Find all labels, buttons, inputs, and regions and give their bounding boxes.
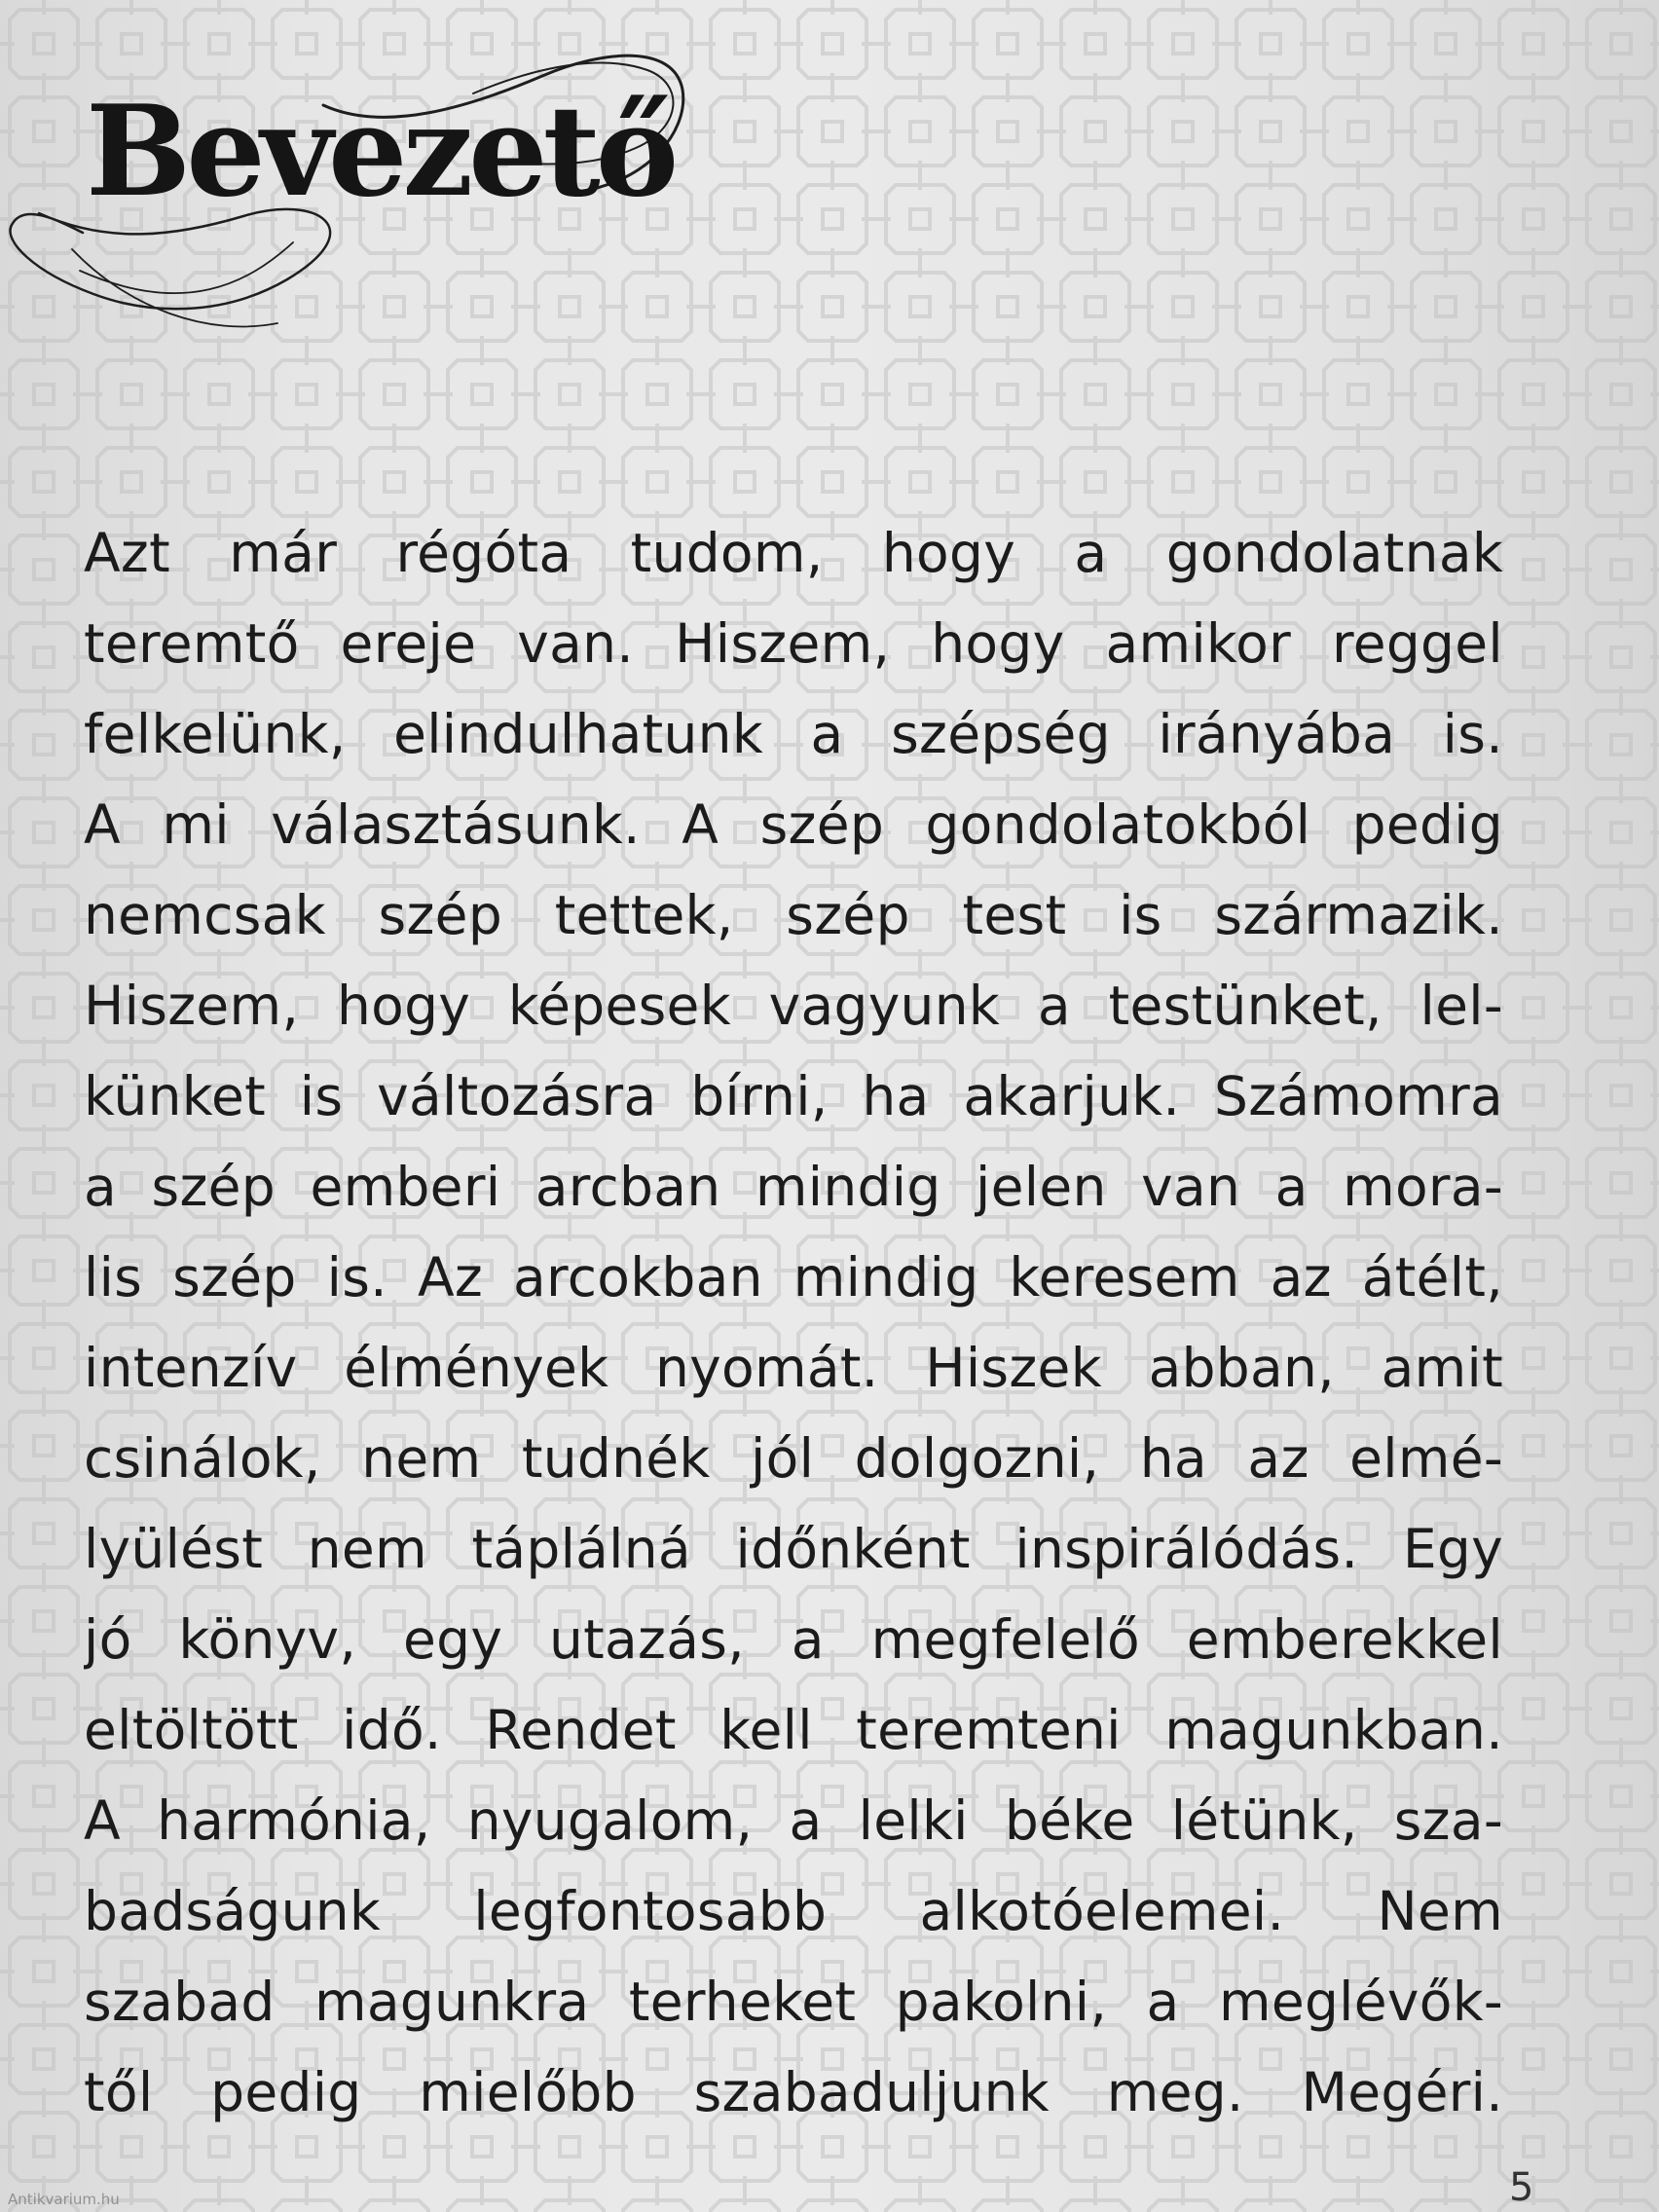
- paragraph-line: A harmónia, nyugalom, a lelki béke létünk, sza-: [84, 1789, 1503, 1852]
- paragraph-line: eltöltött idő. Rendet kell teremteni magunkban.: [84, 1699, 1503, 1761]
- paragraph-line: künket is változásra bírni, ha akarjuk. Számomra: [84, 1065, 1503, 1127]
- paragraph-line: Azt már régóta tudom, hogy a gondolatnak: [84, 522, 1503, 584]
- paragraph-line: teremtő ereje van. Hiszem, hogy amikor reggel: [84, 612, 1503, 675]
- paragraph-line: lyülést nem táplálná időnként inspirálódás. Egy: [84, 1518, 1503, 1580]
- paragraph-line: intenzív élmények nyomát. Hiszek abban, amit: [84, 1337, 1503, 1399]
- title-block: [0, 19, 740, 350]
- paragraph-line: badságunk legfontosabb alkotóelemei. Nem: [84, 1880, 1503, 1942]
- paragraph-line: nemcsak szép tettek, szép test is származik.: [84, 884, 1503, 946]
- page-title: Bevezető: [86, 79, 675, 225]
- paragraph-line: től pedig mielőbb szabaduljunk meg. Megéri.: [84, 2061, 1503, 2123]
- paragraph-line: jó könyv, egy utazás, a megfelelő emberekkel: [84, 1608, 1503, 1671]
- paragraph-line: Hiszem, hogy képesek vagyunk a testünket, lel-: [84, 975, 1503, 1037]
- paragraph-line: a szép emberi arcban mindig jelen van a mora-: [84, 1156, 1503, 1218]
- paragraph-line: felkelünk, elindulhatunk a szépség irányába is.: [84, 703, 1503, 765]
- body-paragraph: [84, 508, 1503, 2138]
- paragraph-line: szabad magunkra terheket pakolni, a meglévők-: [84, 1971, 1503, 2033]
- paragraph-line: A mi választásunk. A szép gondolatokból pedig: [84, 793, 1503, 856]
- paragraph-line: lis szép is. Az arcokban mindig keresem az átélt,: [84, 1246, 1503, 1309]
- page-number: 5: [1509, 2165, 1534, 2210]
- source-watermark: Antikvarium.hu: [8, 2191, 120, 2208]
- paragraph-line: csinálok, nem tudnék jól dolgozni, ha az elmé-: [84, 1427, 1503, 1490]
